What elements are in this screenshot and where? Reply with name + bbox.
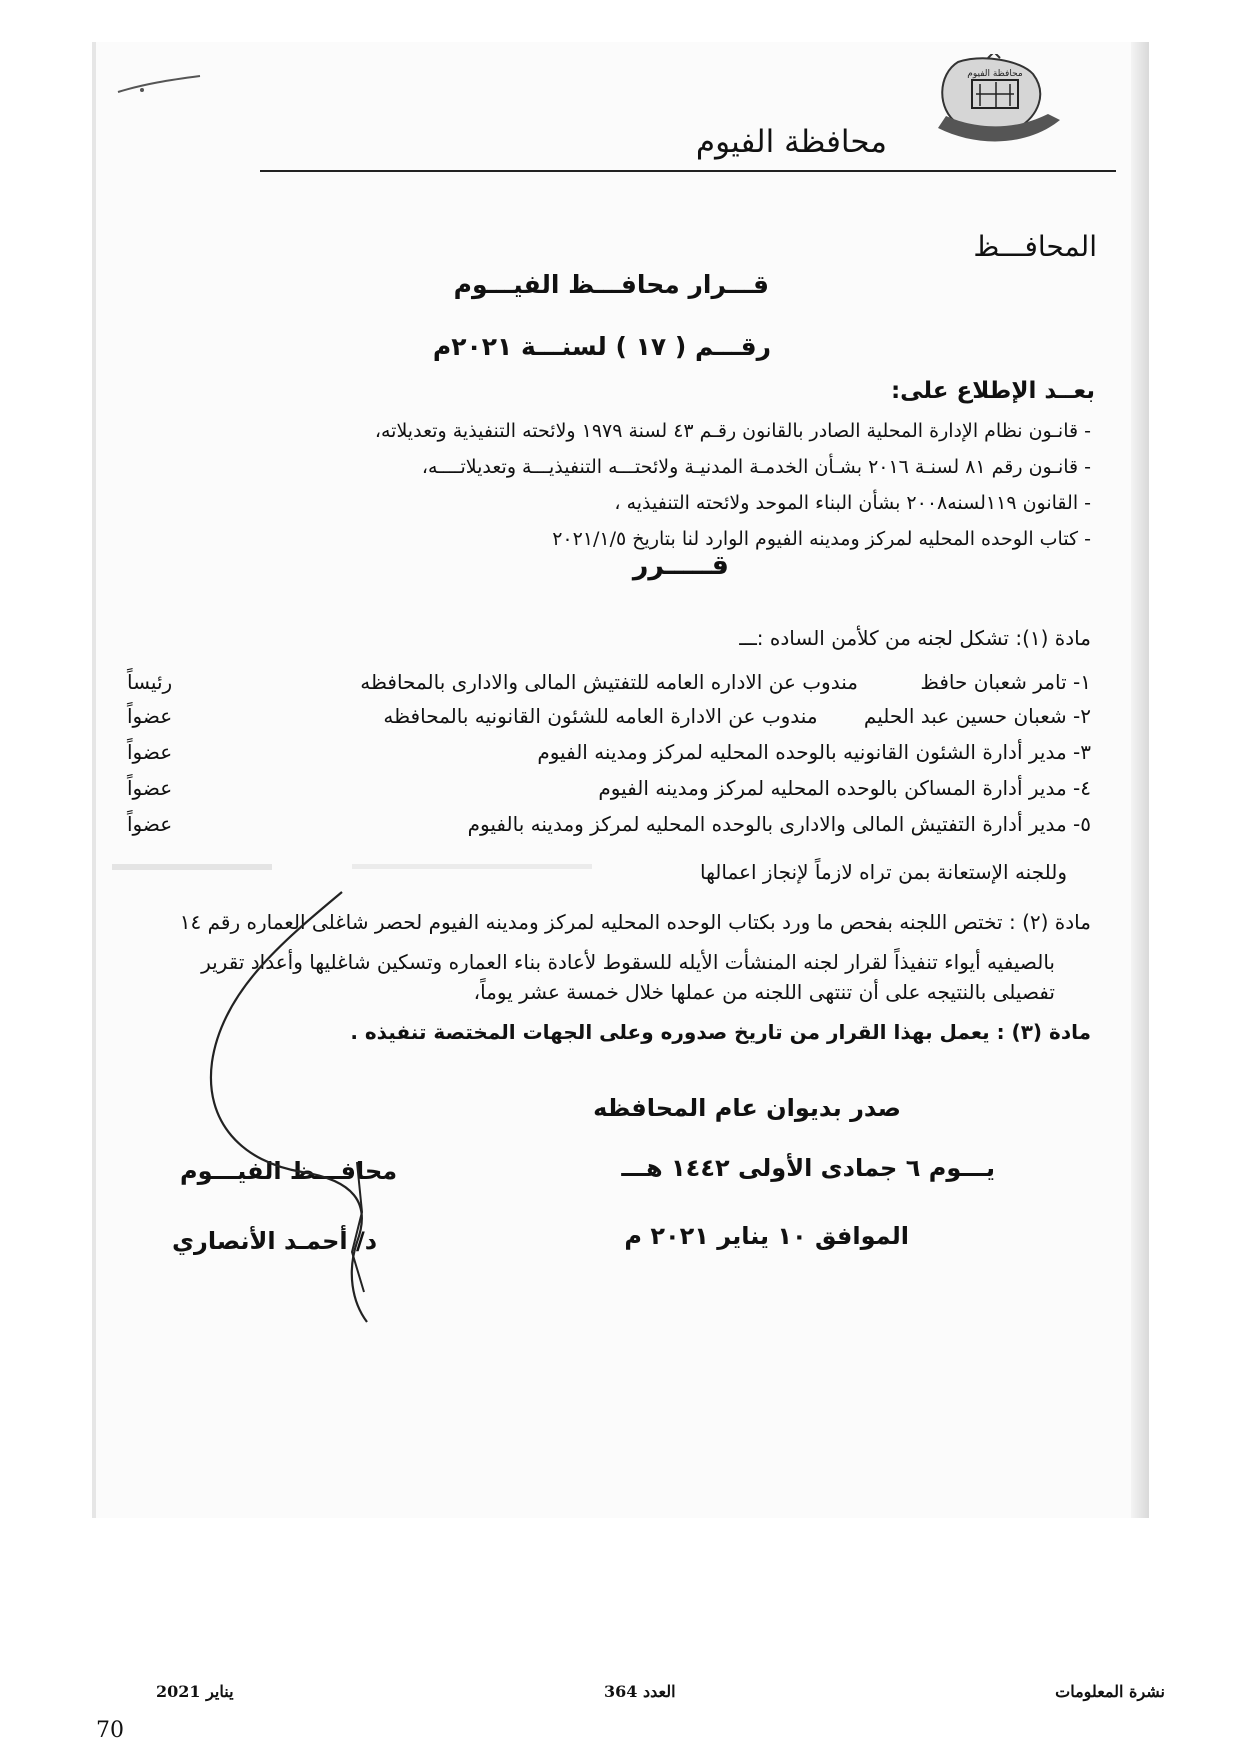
handwritten-signature — [152, 862, 412, 1332]
signatory-name: د/ أحمـد الأنصاري — [172, 1227, 378, 1255]
pen-mark — [114, 70, 204, 100]
article-3-number: مادة (٣) : — [996, 1020, 1091, 1044]
decision-title: قـــرار محافـــظ الفيـــوم — [453, 270, 769, 299]
publication-name: نشرة المعلومات — [1055, 1682, 1165, 1701]
member-role: عضواً — [127, 776, 173, 800]
publication-date: يناير 2021 — [156, 1682, 234, 1701]
member-role: عضواً — [127, 740, 173, 764]
article-3-text: يعمل بهذا القرار من تاريخ صدوره وعلى الجهات المختصة تنفيذه . — [350, 1020, 990, 1044]
member-detail: مندوب عن الاداره العامه للتفتيش المالى والادارى بالمحافظه — [360, 670, 858, 694]
header-divider — [260, 170, 1116, 172]
scan-edge — [92, 42, 96, 1518]
scan-edge — [1131, 42, 1149, 1518]
member-role: عضواً — [127, 704, 173, 728]
after-review-heading: بعــد الإطلاع على: — [890, 378, 1095, 404]
preamble-item: - كتاب الوحده المحليه لمركز ومدينه الفيوم الوارد لنا بتاريخ ٢٠٢١/١/٥ — [552, 528, 1091, 550]
preamble-item: - قانـون نظام الإدارة المحلية الصادر بالقانون رقـم ٤٣ لسنة ١٩٧٩ ولائحته التنفيذية وتعديلاته، — [374, 420, 1091, 442]
article-3-label — [350, 1020, 1091, 1044]
article-1-note: وللجنه الإستعانة بمن تراه لازماً لإنجاز اعمالها — [699, 860, 1067, 884]
committee-member-row — [383, 704, 1091, 728]
article-1-label — [739, 626, 1091, 650]
member-role: عضواً — [127, 812, 173, 836]
article-2-number: مادة (٢) : — [1008, 910, 1091, 934]
issued-at: صدر بديوان عام المحافظه — [593, 1094, 901, 1122]
svg-text:محافظة الفيوم: محافظة الفيوم — [967, 69, 1023, 79]
committee-member-row — [360, 670, 1091, 694]
member-name: ١- تامر شعبان حافظ — [920, 670, 1091, 694]
resolved-heading: قـــــرر — [632, 550, 729, 581]
committee-member-row — [537, 740, 1091, 764]
article-2-line: تفصيلى بالنتيجه على أن تنتهى اللجنه من عملها خلال خمسة عشر يوماً، — [473, 980, 1055, 1004]
member-name: ٣- مدير أدارة الشئون القانونيه بالوحده المحليه لمركز ومدينه الفيوم — [537, 740, 1091, 764]
governorate-name: محافظة الفيوم — [695, 124, 887, 160]
member-name: ٢- شعبان حسين عبد الحليم — [863, 704, 1091, 728]
article-1-number: مادة (١): — [1015, 626, 1091, 650]
preamble-item: - القانون ١١٩لسنه٢٠٠٨ بشأن البناء الموحد ولائحته التنفيذيه ، — [614, 492, 1091, 514]
member-detail: مندوب عن الادارة العامه للشئون القانونيه بالمحافظه — [383, 704, 818, 728]
office-label: المحافـــظ — [973, 230, 1097, 263]
issue-number: العدد 364 — [604, 1682, 676, 1701]
member-name: ٤- مدير أدارة المساكن بالوحده المحليه لمركز ومدينه الفيوم — [598, 776, 1091, 800]
preamble-item: - قانـون رقم ٨١ لسنـة ٢٠١٦ بشـأن الخدمـة المدنيـة ولائحتـــه التنفيذيـــة وتعديلاتــــه، — [421, 456, 1091, 478]
hijri-date: يـــوم ٦ جمادى الأولى ١٤٤٢ هـــ — [621, 1154, 995, 1182]
gregorian-date: الموافق ١٠ يناير ٢٠٢١ م — [624, 1222, 909, 1250]
committee-member-row — [468, 812, 1091, 836]
article-2-line: بالصيفيه أيواء تنفيذاً لقرار لجنه المنشأت الأيله للسقوط لأعادة بناء العماره وتسكين شاغليها وأعداد تقرير — [201, 950, 1055, 974]
article-1-text: تشكل لجنه من كلأمن الساده :ـــ — [739, 626, 1009, 650]
member-name: ٥- مدير أدارة التفتيش المالى والادارى بالوحده المحليه لمركز ومدينه بالفيوم — [467, 812, 1091, 836]
member-role: رئيساً — [127, 670, 173, 694]
governorate-emblem-icon — [928, 54, 1068, 154]
decision-number: رقـــم ( ١٧ ) لسنـــة ٢٠٢١م — [432, 332, 771, 361]
article-2-line: تختص اللجنه بفحص ما ورد بكتاب الوحده المحليه لمركز ومدينه الفيوم لحصر شاغلى العماره رقم ١٤ — [179, 910, 1003, 934]
scanned-document — [92, 42, 1149, 1518]
page-number: 70 — [96, 1718, 124, 1743]
committee-member-row — [598, 776, 1091, 800]
signatory-title: محافـــظ الفيـــوم — [180, 1157, 398, 1185]
